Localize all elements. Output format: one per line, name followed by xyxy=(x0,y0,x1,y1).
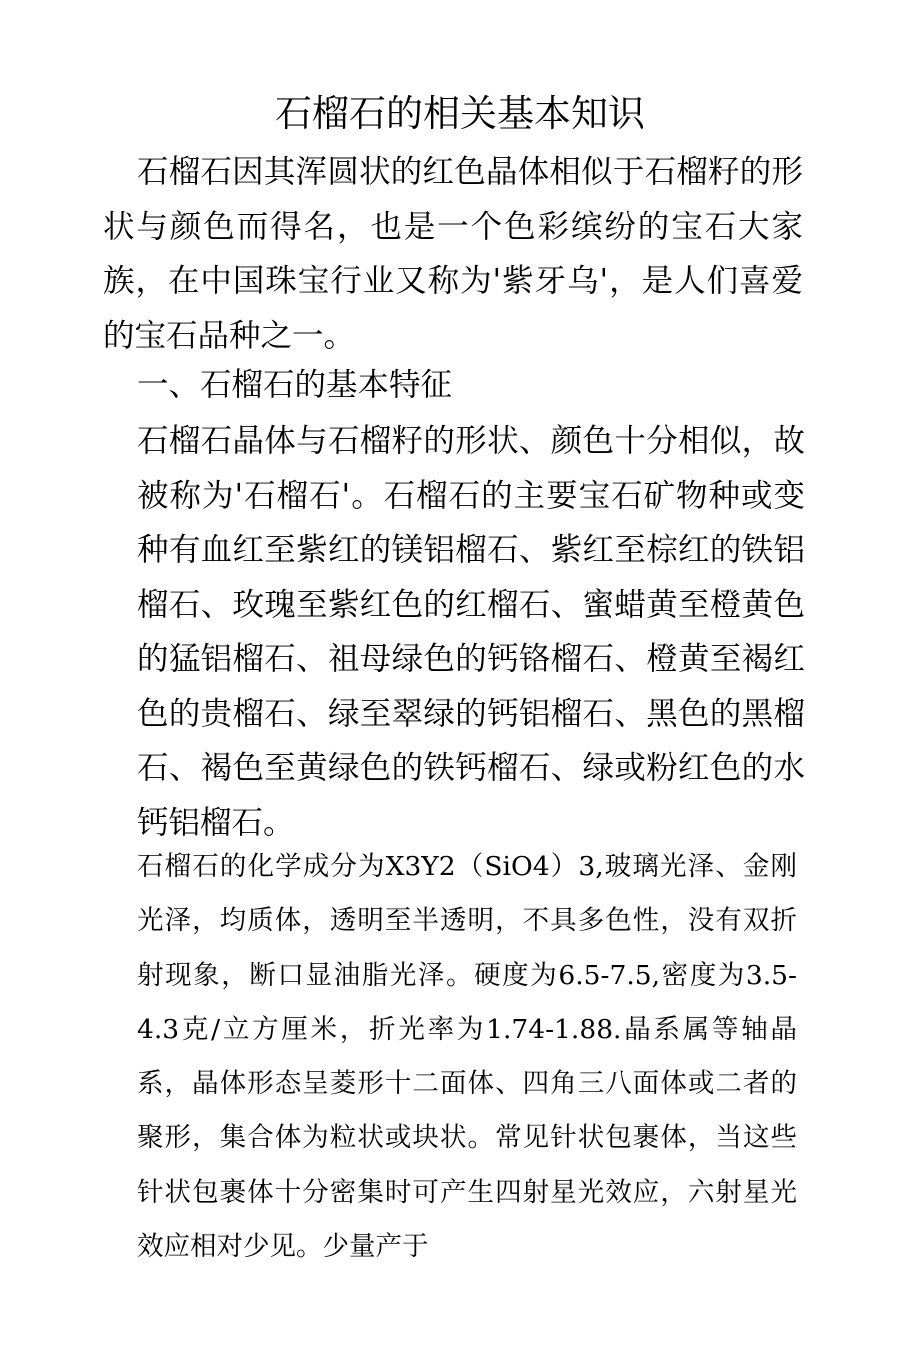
intro-paragraph: 石榴石因其浑圆状的红色晶体相似于石榴籽的形状与颜色而得名，也是一个色彩缤纷的宝石大家族，在中国珠宝行业又称为'紫牙乌'，是人们喜爱的宝石品种之一。 xyxy=(103,154,803,354)
section-heading: 一、石榴石的基本特征 xyxy=(137,367,453,403)
features-paragraph: 石榴石晶体与石榴籽的形状、颜色十分相似，故被称为'石榴石'。石榴石的主要宝石矿物种或变种有血红至紫红的镁铝榴石、紫红至棕红的铁铝榴石、玫瑰至紫红色的红榴石、蜜蜡黄至橙黄色的猛铝榴石、祖母绿色的钙铬榴石、橙黄至褐红色的贵榴石、绿至翠绿的钙铝榴石、黑色的黑榴石、褐色至黄绿色的铁钙榴石、绿或粉红色的水钙铝榴石。 xyxy=(137,423,805,841)
document-title: 石榴石的相关基本知识 xyxy=(275,92,645,135)
properties-paragraph: 石榴石的化学成分为X3Y2（SiO4）3,玻璃光泽、金刚光泽，均质体，透明至半透明，不具多色性，没有双折射现象，断口显油脂光泽。硬度为6.5-7.5,密度为3.5-4.3克/立方厘米，折光率为1.74-1.88.晶系属等轴晶系，晶体形态呈菱形十二面体、四角三八面体或二者的聚形，集合体为粒状或块状。常见针状包裹体，当这些针状包裹体十分密集时可产生四射星光效应，六射星光效应相对少见。少量产于 xyxy=(137,851,797,1263)
